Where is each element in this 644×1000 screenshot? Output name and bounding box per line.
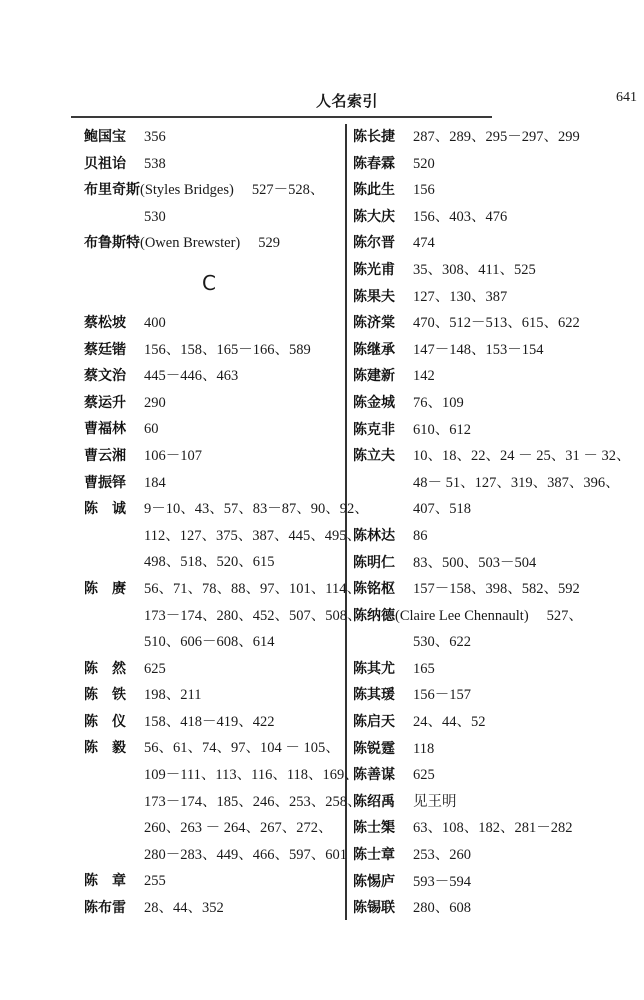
entry-name: 贝祖诒 (84, 155, 126, 172)
index-entry (353, 842, 615, 869)
entry-name: 曹福林 (84, 421, 126, 438)
entry-name: 陈济棠 (353, 315, 395, 332)
entry-pages: 520 (413, 155, 435, 172)
index-entry (84, 363, 342, 390)
entry-name: 陈善谋 (353, 767, 395, 784)
entry-name: 蔡文治 (84, 368, 126, 385)
index-entry (353, 656, 615, 683)
header-rule (71, 116, 492, 118)
index-entry (84, 310, 342, 337)
entry-foreign-name: (Owen Brewster) (140, 235, 241, 252)
entry-pages-continuation (84, 204, 342, 231)
entry-pages: 35、308、411、525 (413, 261, 536, 278)
entry-pages: 48－ 51、127、319、387、396、 (413, 474, 620, 491)
entry-name: 陈明仁 (353, 554, 395, 571)
index-entry (353, 151, 615, 178)
entry-pages: 156、158、165－166、589 (144, 341, 311, 358)
entry-name: 陈林达 (353, 527, 395, 544)
index-entry (353, 869, 615, 896)
entry-name: 陈继承 (353, 341, 395, 358)
index-entry (84, 735, 342, 762)
entry-pages: 445－446、463 (144, 368, 239, 385)
entry-pages-continuation (84, 789, 362, 816)
right-column (353, 124, 631, 922)
entry-pages: 127、130、387 (413, 288, 508, 305)
entry-name: 陈章 (84, 873, 140, 890)
index-entry (353, 523, 615, 550)
entry-name: 蔡松坡 (84, 314, 126, 331)
entry-name: 陈其瑗 (353, 687, 395, 704)
entry-name: 布鲁斯特 (84, 235, 140, 252)
entry-name: 陈惕庐 (353, 873, 395, 890)
index-entry (353, 603, 615, 630)
entry-name: 陈铁 (84, 687, 140, 704)
entry-name: 陈然 (84, 660, 140, 677)
entry-pages: 474 (413, 235, 435, 252)
entry-pages: 156 (413, 182, 435, 199)
entry-pages: 156－157 (413, 687, 471, 704)
entry-name: 陈此生 (353, 182, 395, 199)
index-entry (353, 257, 615, 284)
entry-name: 陈铭枢 (353, 581, 395, 598)
index-entry (84, 177, 342, 204)
entry-name: 陈大庆 (353, 208, 395, 225)
entry-pages-continuation (84, 603, 362, 630)
entry-name: 陈布雷 (84, 900, 126, 917)
index-entry (353, 736, 615, 763)
entry-pages: 498、518、520、615 (144, 554, 275, 571)
index-entry (84, 496, 369, 523)
entry-pages: 400 (144, 314, 166, 331)
index-entry (84, 337, 342, 364)
entry-name: 陈仪 (84, 713, 140, 730)
index-entry (353, 177, 615, 204)
entry-pages: 147－148、153－154 (413, 341, 544, 358)
entry-pages: 530 (144, 208, 166, 225)
entry-pages: 527、 (546, 607, 583, 624)
entry-name: 陈士章 (353, 847, 395, 864)
index-entry (353, 550, 615, 577)
entry-pages: 538 (144, 155, 166, 172)
entry-pages: 56、61、74、97、104 － 105、 (144, 740, 340, 757)
entry-pages: 527－528、 (251, 182, 325, 199)
entry-pages: 260、263 － 264、267、272、 (144, 820, 333, 837)
entry-name: 陈赓 (84, 580, 140, 597)
entry-pages: 290 (144, 394, 166, 411)
entry-name: 陈纳德 (353, 607, 395, 624)
running-header (71, 88, 637, 112)
entry-pages: 10、18、22、24 － 25、31 － 32、 (413, 448, 631, 465)
entry-pages: 173－174、185、246、253、258、 (144, 793, 362, 810)
entry-pages: 112、127、375、387、445、495、 (144, 527, 361, 544)
entry-pages-continuation (84, 523, 361, 550)
page-number: 641 (616, 90, 637, 105)
entry-name: 鲍国宝 (84, 129, 126, 145)
entry-name: 陈克非 (353, 421, 395, 438)
entry-pages: 407、518 (413, 501, 471, 518)
entry-pages-continuation (84, 842, 347, 869)
entry-pages: 76、109 (413, 394, 464, 411)
index-entry (353, 390, 615, 417)
entry-pages-continuation (84, 762, 359, 789)
index-entry (353, 762, 615, 789)
entry-pages: 28、44、352 (144, 900, 224, 917)
entry-pages: 106－107 (144, 447, 202, 464)
entry-name: 陈毅 (84, 740, 140, 757)
entry-name: 布里奇斯 (84, 182, 140, 199)
entry-name: 陈绍禹 (353, 793, 395, 810)
entry-pages: 625 (413, 767, 435, 784)
entry-pages: 280－283、449、466、597、601 (144, 846, 347, 863)
left-column (84, 124, 369, 922)
entry-pages: 610、612 (413, 421, 471, 438)
entry-pages-continuation (84, 549, 342, 576)
entry-pages: 56、71、78、88、97、101、114、 (144, 580, 361, 597)
entry-name: 陈果夫 (353, 288, 395, 305)
index-entry (84, 895, 342, 922)
index-entry (353, 284, 615, 311)
entry-pages: 86 (413, 527, 428, 544)
entry-pages: 593－594 (413, 873, 471, 890)
entry-pages: 173－174、280、452、507、508、 (144, 607, 362, 624)
index-entry (84, 151, 342, 178)
entry-pages: 142 (413, 368, 435, 385)
entry-pages: 157－158、398、582、592 (413, 581, 580, 598)
header-title: 人名索引 (316, 92, 379, 110)
entry-pages: 109－111、113、116、118、169、 (144, 767, 359, 784)
entry-name: 陈启天 (353, 714, 395, 731)
entry-name: 陈诚 (84, 501, 140, 518)
index-entry (84, 656, 342, 683)
entry-pages: 287、289、295－297、299 (413, 129, 580, 145)
index-entry (353, 815, 615, 842)
entry-pages: 60 (144, 421, 159, 438)
entry-pages-continuation (84, 815, 342, 842)
index-entry (353, 443, 631, 470)
entry-pages: 83、500、503－504 (413, 554, 537, 571)
entry-pages: 625 (144, 660, 166, 677)
entry-name: 蔡运升 (84, 394, 126, 411)
entry-pages-continuation (353, 629, 615, 656)
index-entry (353, 204, 615, 231)
entry-name: 曹云湘 (84, 447, 126, 464)
entry-name: 陈其尤 (353, 660, 395, 677)
entry-pages: 253、260 (413, 847, 471, 864)
index-entry (353, 230, 615, 257)
entry-name: 陈建新 (353, 368, 395, 385)
index-entry (353, 337, 615, 364)
index-entry (84, 709, 342, 736)
entry-pages: 9－10、43、57、83－87、90、92、 (144, 501, 369, 518)
entry-pages: 165 (413, 660, 435, 677)
entry-name: 陈立夫 (353, 448, 395, 465)
entry-name: 陈春霖 (353, 155, 395, 172)
index-entry (353, 709, 615, 736)
index-entry (353, 363, 615, 390)
entry-pages: 255 (144, 873, 166, 890)
index-entry (353, 310, 615, 337)
entry-pages: 356 (144, 129, 166, 145)
index-entry (353, 124, 615, 151)
index-entry (353, 417, 615, 444)
entry-name: 陈士榘 (353, 820, 395, 837)
entry-name: 曹振铎 (84, 474, 126, 491)
entry-pages: 280、608 (413, 900, 471, 917)
entry-pages: 63、108、182、281－282 (413, 820, 573, 837)
index-entry (84, 470, 342, 497)
index-entry (84, 682, 342, 709)
entry-name: 陈光甫 (353, 261, 395, 278)
entry-pages: 184 (144, 474, 166, 491)
entry-pages: 158、418－419、422 (144, 713, 275, 730)
entry-name: 陈金城 (353, 394, 395, 411)
index-entry (84, 124, 342, 151)
entry-pages-continuation (84, 629, 342, 656)
entry-pages: 118 (413, 740, 435, 757)
index-entry (353, 576, 615, 603)
entry-pages: 530、622 (413, 634, 471, 651)
entry-pages: 470、512－513、615、622 (413, 315, 580, 332)
entry-pages: 156、403、476 (413, 208, 508, 225)
index-entry (353, 789, 615, 816)
entry-name: 陈锐霆 (353, 740, 395, 757)
entry-foreign-name: (Claire Lee Chennault) (395, 607, 529, 624)
entry-name: 陈长捷 (353, 129, 395, 145)
entry-pages: 529 (258, 235, 281, 252)
entry-pages-continuation (353, 470, 620, 497)
index-entry (84, 576, 361, 603)
section-letter: C (202, 270, 216, 295)
entry-pages: 510、606－608、614 (144, 634, 275, 651)
index-entry (84, 416, 342, 443)
entry-name: 陈锡联 (353, 900, 395, 917)
index-entry (84, 868, 342, 895)
entry-foreign-name: (Styles Bridges) (140, 182, 234, 199)
entry-name: 蔡廷锴 (84, 341, 126, 358)
entry-name: 陈尔晋 (353, 235, 395, 252)
index-entry (353, 682, 615, 709)
entry-pages: 24、44、52 (413, 714, 486, 731)
entry-pages: 见王明 (413, 793, 457, 810)
index-entry (84, 390, 342, 417)
entry-pages: 198、211 (144, 687, 202, 704)
index-entry (84, 443, 342, 470)
index-entry (84, 230, 342, 257)
entry-pages-continuation (353, 496, 615, 523)
index-entry (353, 895, 615, 922)
